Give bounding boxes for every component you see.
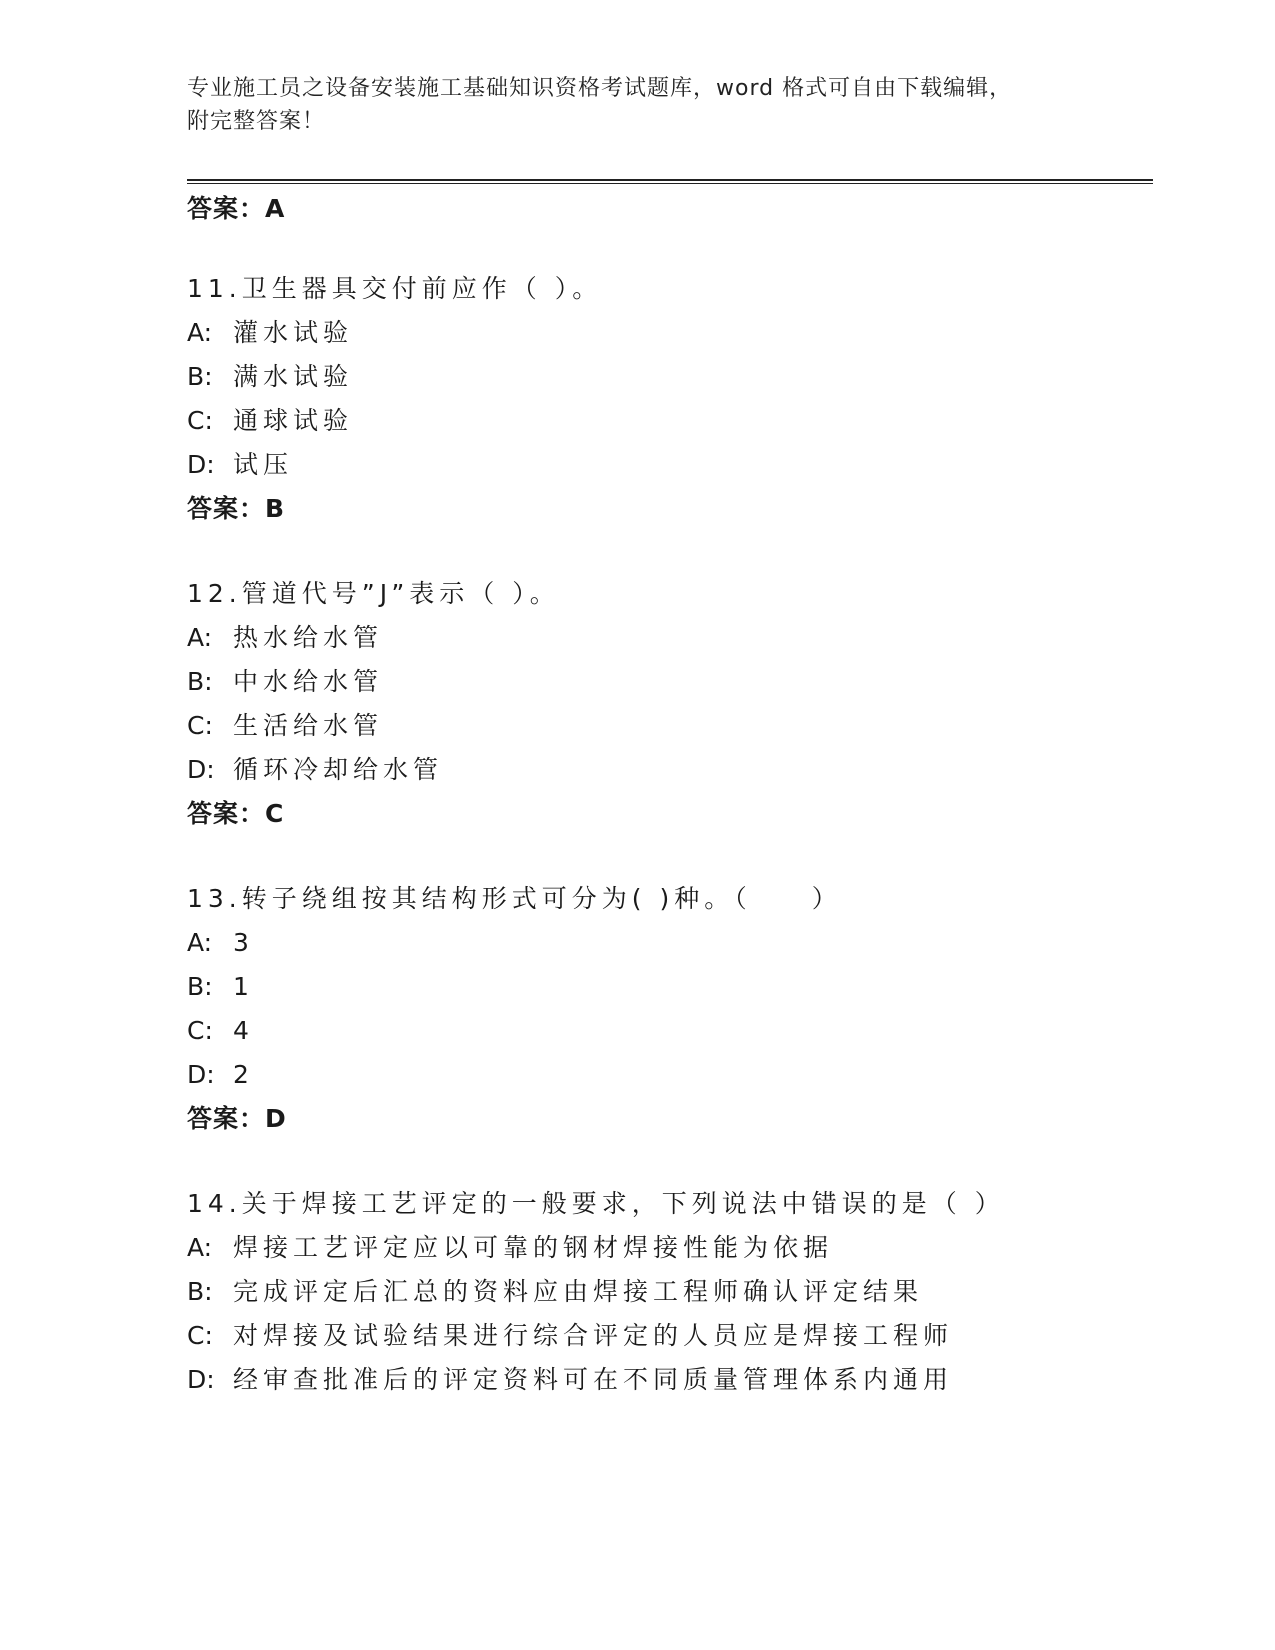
header-divider-thin — [187, 183, 1153, 184]
option-letter: B: — [187, 667, 213, 696]
option-text: 试压 — [233, 450, 294, 479]
question-12-option-c — [187, 708, 383, 744]
option-letter: B: — [187, 972, 213, 1001]
question-13-stem: 13.转子绕组按其结构形式可分为( )种。（ ） — [187, 884, 842, 913]
option-letter: D: — [187, 755, 215, 784]
question-13-option-b — [187, 969, 254, 1005]
question-14-option-a — [187, 1230, 833, 1266]
option-letter: C: — [187, 711, 213, 740]
question-13-option-d — [187, 1057, 254, 1093]
question-14-option-d — [187, 1362, 953, 1398]
option-text: 中水给水管 — [233, 667, 384, 696]
question-12-answer: 答案：C — [187, 799, 285, 828]
document-header — [187, 72, 1087, 138]
option-letter: B: — [187, 362, 213, 391]
option-letter: A: — [187, 928, 213, 957]
option-letter: A: — [187, 1233, 213, 1262]
previous-answer: 答案：A — [187, 194, 286, 223]
header-line-2: 附完整答案！ — [187, 109, 326, 134]
question-11-option-c — [187, 403, 353, 439]
header-divider-thick — [187, 179, 1153, 181]
option-letter: C: — [187, 1016, 213, 1045]
option-text: 4 — [233, 1016, 254, 1045]
option-letter: A: — [187, 318, 213, 347]
question-13-answer: 答案：D — [187, 1104, 287, 1133]
option-text: 循环冷却给水管 — [233, 755, 444, 784]
question-12-option-d — [187, 752, 443, 788]
option-letter: D: — [187, 450, 215, 479]
option-text: 经审查批准后的评定资料可在不同质量管理体系内通用 — [233, 1365, 954, 1394]
question-13-option-c — [187, 1013, 254, 1049]
question-11-option-d — [187, 447, 293, 483]
option-letter: A: — [187, 623, 213, 652]
question-11-answer: 答案：B — [187, 494, 286, 523]
option-letter: C: — [187, 1321, 213, 1350]
question-13-option-a — [187, 925, 254, 961]
question-14-option-b — [187, 1274, 923, 1310]
option-letter: B: — [187, 1277, 213, 1306]
option-letter: D: — [187, 1060, 215, 1089]
option-text: 满水试验 — [233, 362, 354, 391]
option-text: 热水给水管 — [233, 623, 384, 652]
option-letter: C: — [187, 406, 213, 435]
question-12-option-a — [187, 620, 383, 656]
question-14-option-c — [187, 1318, 953, 1354]
option-text: 生活给水管 — [233, 711, 384, 740]
option-text: 2 — [233, 1060, 254, 1089]
option-text: 通球试验 — [233, 406, 354, 435]
question-12-option-b — [187, 664, 383, 700]
header-line-1: 专业施工员之设备安装施工基础知识资格考试题库，word 格式可自由下载编辑， — [187, 76, 1013, 101]
question-12-stem: 12.管道代号”J”表示（ ）。 — [187, 579, 560, 608]
option-text: 对焊接及试验结果进行综合评定的人员应是焊接工程师 — [233, 1321, 954, 1350]
option-text: 完成评定后汇总的资料应由焊接工程师确认评定结果 — [233, 1277, 924, 1306]
question-11-option-b — [187, 359, 353, 395]
question-11-option-a — [187, 315, 353, 351]
option-letter: D: — [187, 1365, 215, 1394]
option-text: 焊接工艺评定应以可靠的钢材焊接性能为依据 — [233, 1233, 834, 1262]
question-14-stem: 14.关于焊接工艺评定的一般要求，下列说法中错误的是（ ） — [187, 1189, 1005, 1218]
option-text: 1 — [233, 972, 254, 1001]
option-text: 灌水试验 — [233, 318, 354, 347]
option-text: 3 — [233, 928, 254, 957]
question-11-stem: 11.卫生器具交付前应作（ ）。 — [187, 274, 603, 303]
